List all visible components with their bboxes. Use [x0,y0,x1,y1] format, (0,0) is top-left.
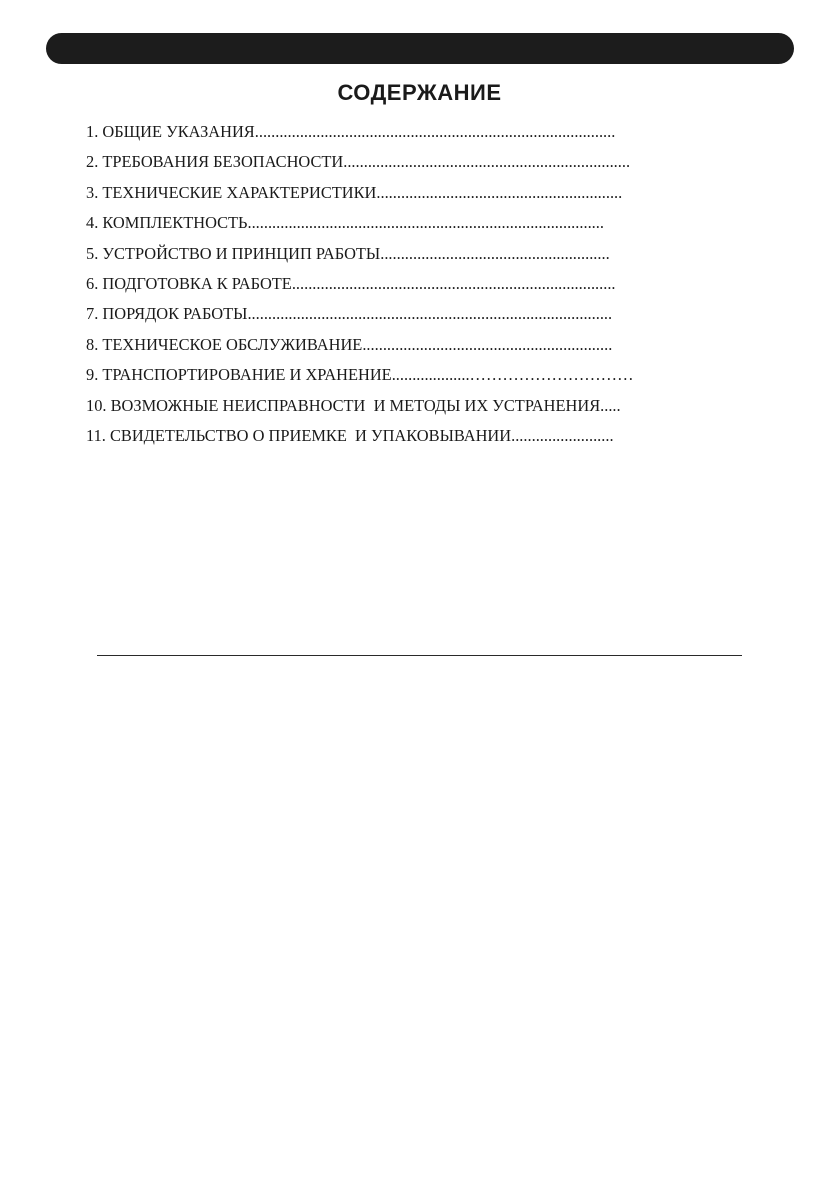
toc-entry [86,421,633,451]
toc-entry [86,330,633,360]
toc-leader-dots: ...................………………………… [391,365,634,385]
toc-leader-dots: ......................................................................................... [247,304,613,324]
toc-entry [86,299,633,329]
toc-entry-text: 3. ТЕХНИЧЕСКИЕ ХАРАКТЕРИСТИКИ [86,182,377,202]
toc-leader-dots: ............................................................ [376,182,623,202]
toc-leader-dots: ......................... [511,425,614,445]
toc-entry-text: 7. ПОРЯДОК РАБОТЫ [86,304,248,324]
toc-leader-dots: ....................................................................................... [247,213,604,233]
toc-leader-dots: ........................................................ [380,243,610,263]
toc-leader-dots: ...................................................................... [343,152,631,172]
toc-entry [86,208,633,238]
table-of-contents [86,117,633,451]
toc-entry [86,147,633,177]
toc-entry [86,117,633,147]
toc-entry [86,239,633,269]
page-title: СОДЕРЖАНИЕ [337,80,502,105]
horizontal-divider [97,655,742,656]
toc-entry-text: 4. КОМПЛЕКТНОСТЬ [86,213,248,233]
header-bar [46,33,794,64]
toc-entry-text: 9. ТРАНСПОРТИРОВАНИЕ И ХРАНЕНИЕ [86,365,392,385]
toc-entry-text: 1. ОБЩИЕ УКАЗАНИЯ [86,122,255,141]
toc-entry-text: 10. ВОЗМОЖНЫЕ НЕИСПРАВНОСТИ И МЕТОДЫ ИХ УСТРАНЕНИЯ [86,395,601,415]
toc-leader-dots: ........................................................................................ [254,122,616,141]
toc-leader-dots: ..... [600,395,621,415]
toc-entry-text: 8. ТЕХНИЧЕСКОЕ ОБСЛУЖИВАНИЕ [86,334,363,354]
toc-entry-text: 5. УСТРОЙСТВО И ПРИНЦИП РАБОТЫ [86,243,381,263]
toc-entry-text: 2. ТРЕБОВАНИЯ БЕЗОПАСНОСТИ [86,152,344,172]
toc-leader-dots: ............................................................. [362,334,613,354]
toc-entry [86,269,633,299]
toc-entry-text: 11. СВИДЕТЕЛЬСТВО О ПРИЕМКЕ И УПАКОВЫВАНИИ [86,425,512,445]
toc-entry [86,391,633,421]
toc-entry [86,360,633,390]
toc-leader-dots: ............................................................................... [291,273,616,293]
toc-entry-text: 6. ПОДГОТОВКА К РАБОТЕ [86,273,292,293]
toc-entry [86,178,633,208]
